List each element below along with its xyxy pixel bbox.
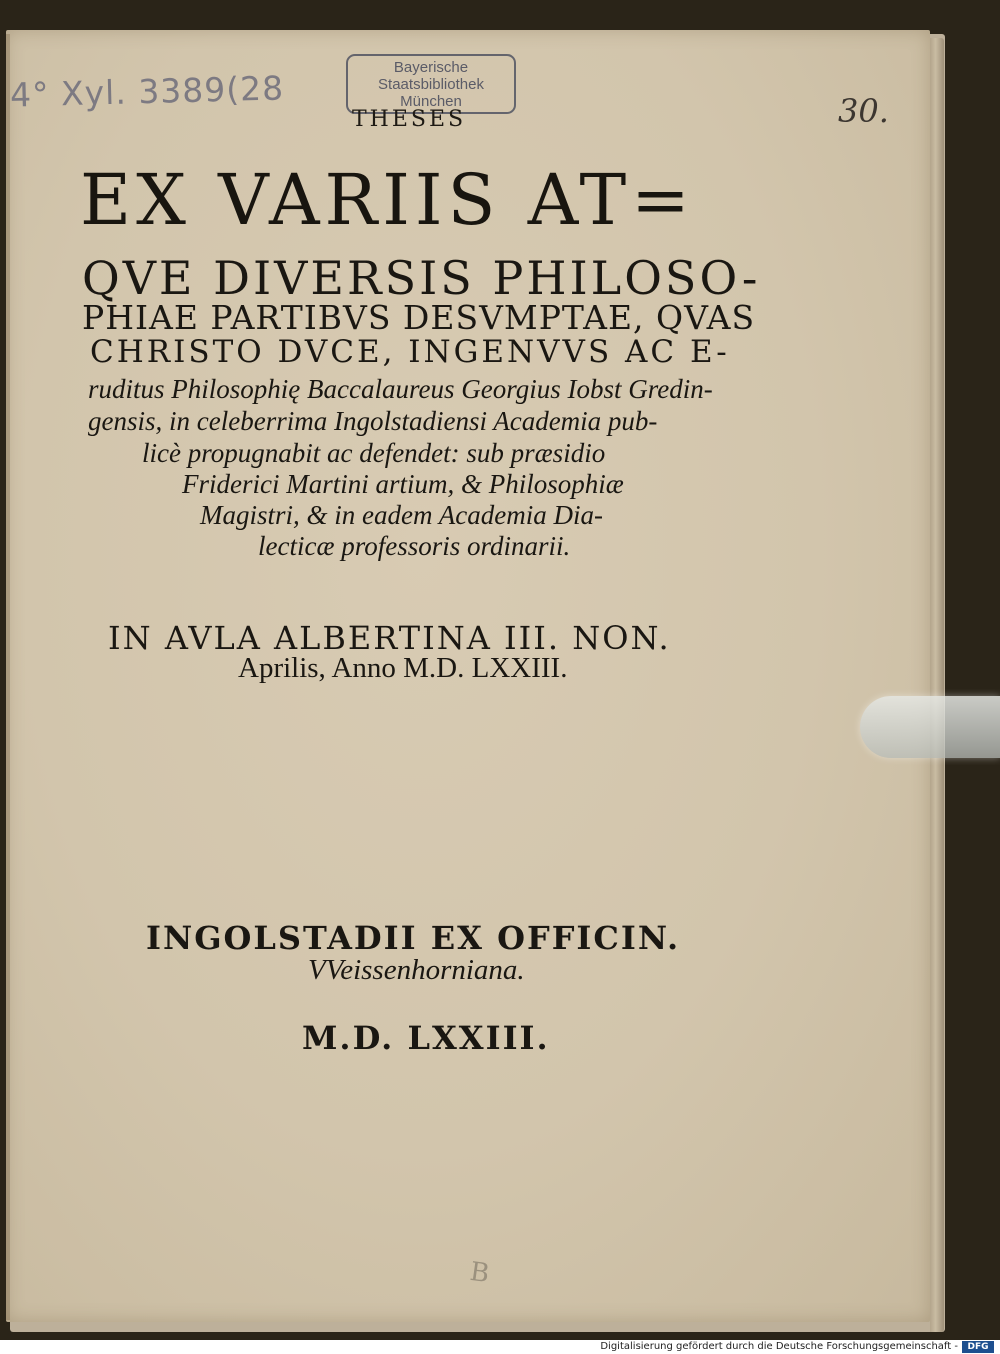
funding-credit: Digitalisierung gefördert durch die Deutsche Forschungsgemeinschaft - <box>600 1341 958 1352</box>
title-line-5: ruditus Philosophię Baccalaureus Georgius Iobst Gredin- <box>88 374 713 404</box>
theses-heading: THESES <box>352 107 467 132</box>
title-line-2: QVE DIVERSIS PHILOSO- <box>82 251 761 305</box>
imprint-year: M.D. LXXIII. <box>302 1019 550 1057</box>
venue-line-1: IN AVLA ALBERTINA III. NON. <box>108 619 671 657</box>
imprint-line-1: INGOLSTADII EX OFFICIN. <box>146 919 681 957</box>
stamp-line-2: Staatsbibliothek <box>378 76 484 93</box>
title-line-9: Magistri, & in eadem Academia Dia- <box>200 500 603 530</box>
dfg-logo: DFG <box>962 1341 994 1353</box>
title-line-10: lecticæ professoris ordinarii. <box>258 531 571 561</box>
pencil-mark: B <box>468 1256 492 1290</box>
stamp-line-1: Bayerische <box>393 59 469 76</box>
title-line-3: PHIAE PARTIBVS DESVMPTAE, QVAS <box>82 298 756 337</box>
title-line-6: gensis, in celeberrima Ingolstadiensi Academia pub- <box>88 406 658 436</box>
title-line-7: licè propugnabit ac defendet: sub præsidio <box>142 438 606 468</box>
stamp-line-3: München <box>400 93 462 110</box>
shelfmark-annotation: 4° Xyl. 3389(28 <box>9 68 285 115</box>
scan-clip <box>860 696 1000 758</box>
title-line-8: Friderici Martini artium, & Philosophiæ <box>182 469 624 499</box>
imprint-line-2: VVeissenhorniana. <box>308 954 525 986</box>
folio-number: 30. <box>838 92 889 130</box>
venue-line-2: Aprilis, Anno M.D. LXXIII. <box>238 652 568 684</box>
title-line-4: CHRISTO DVCE, INGENVVS AC E- <box>90 334 730 370</box>
page-spine <box>6 34 10 1320</box>
library-stamp <box>346 54 516 114</box>
footer-bar <box>0 1340 1000 1354</box>
page-edge <box>930 38 944 1332</box>
title-line-1: EX VARIIS AT= <box>80 159 695 241</box>
